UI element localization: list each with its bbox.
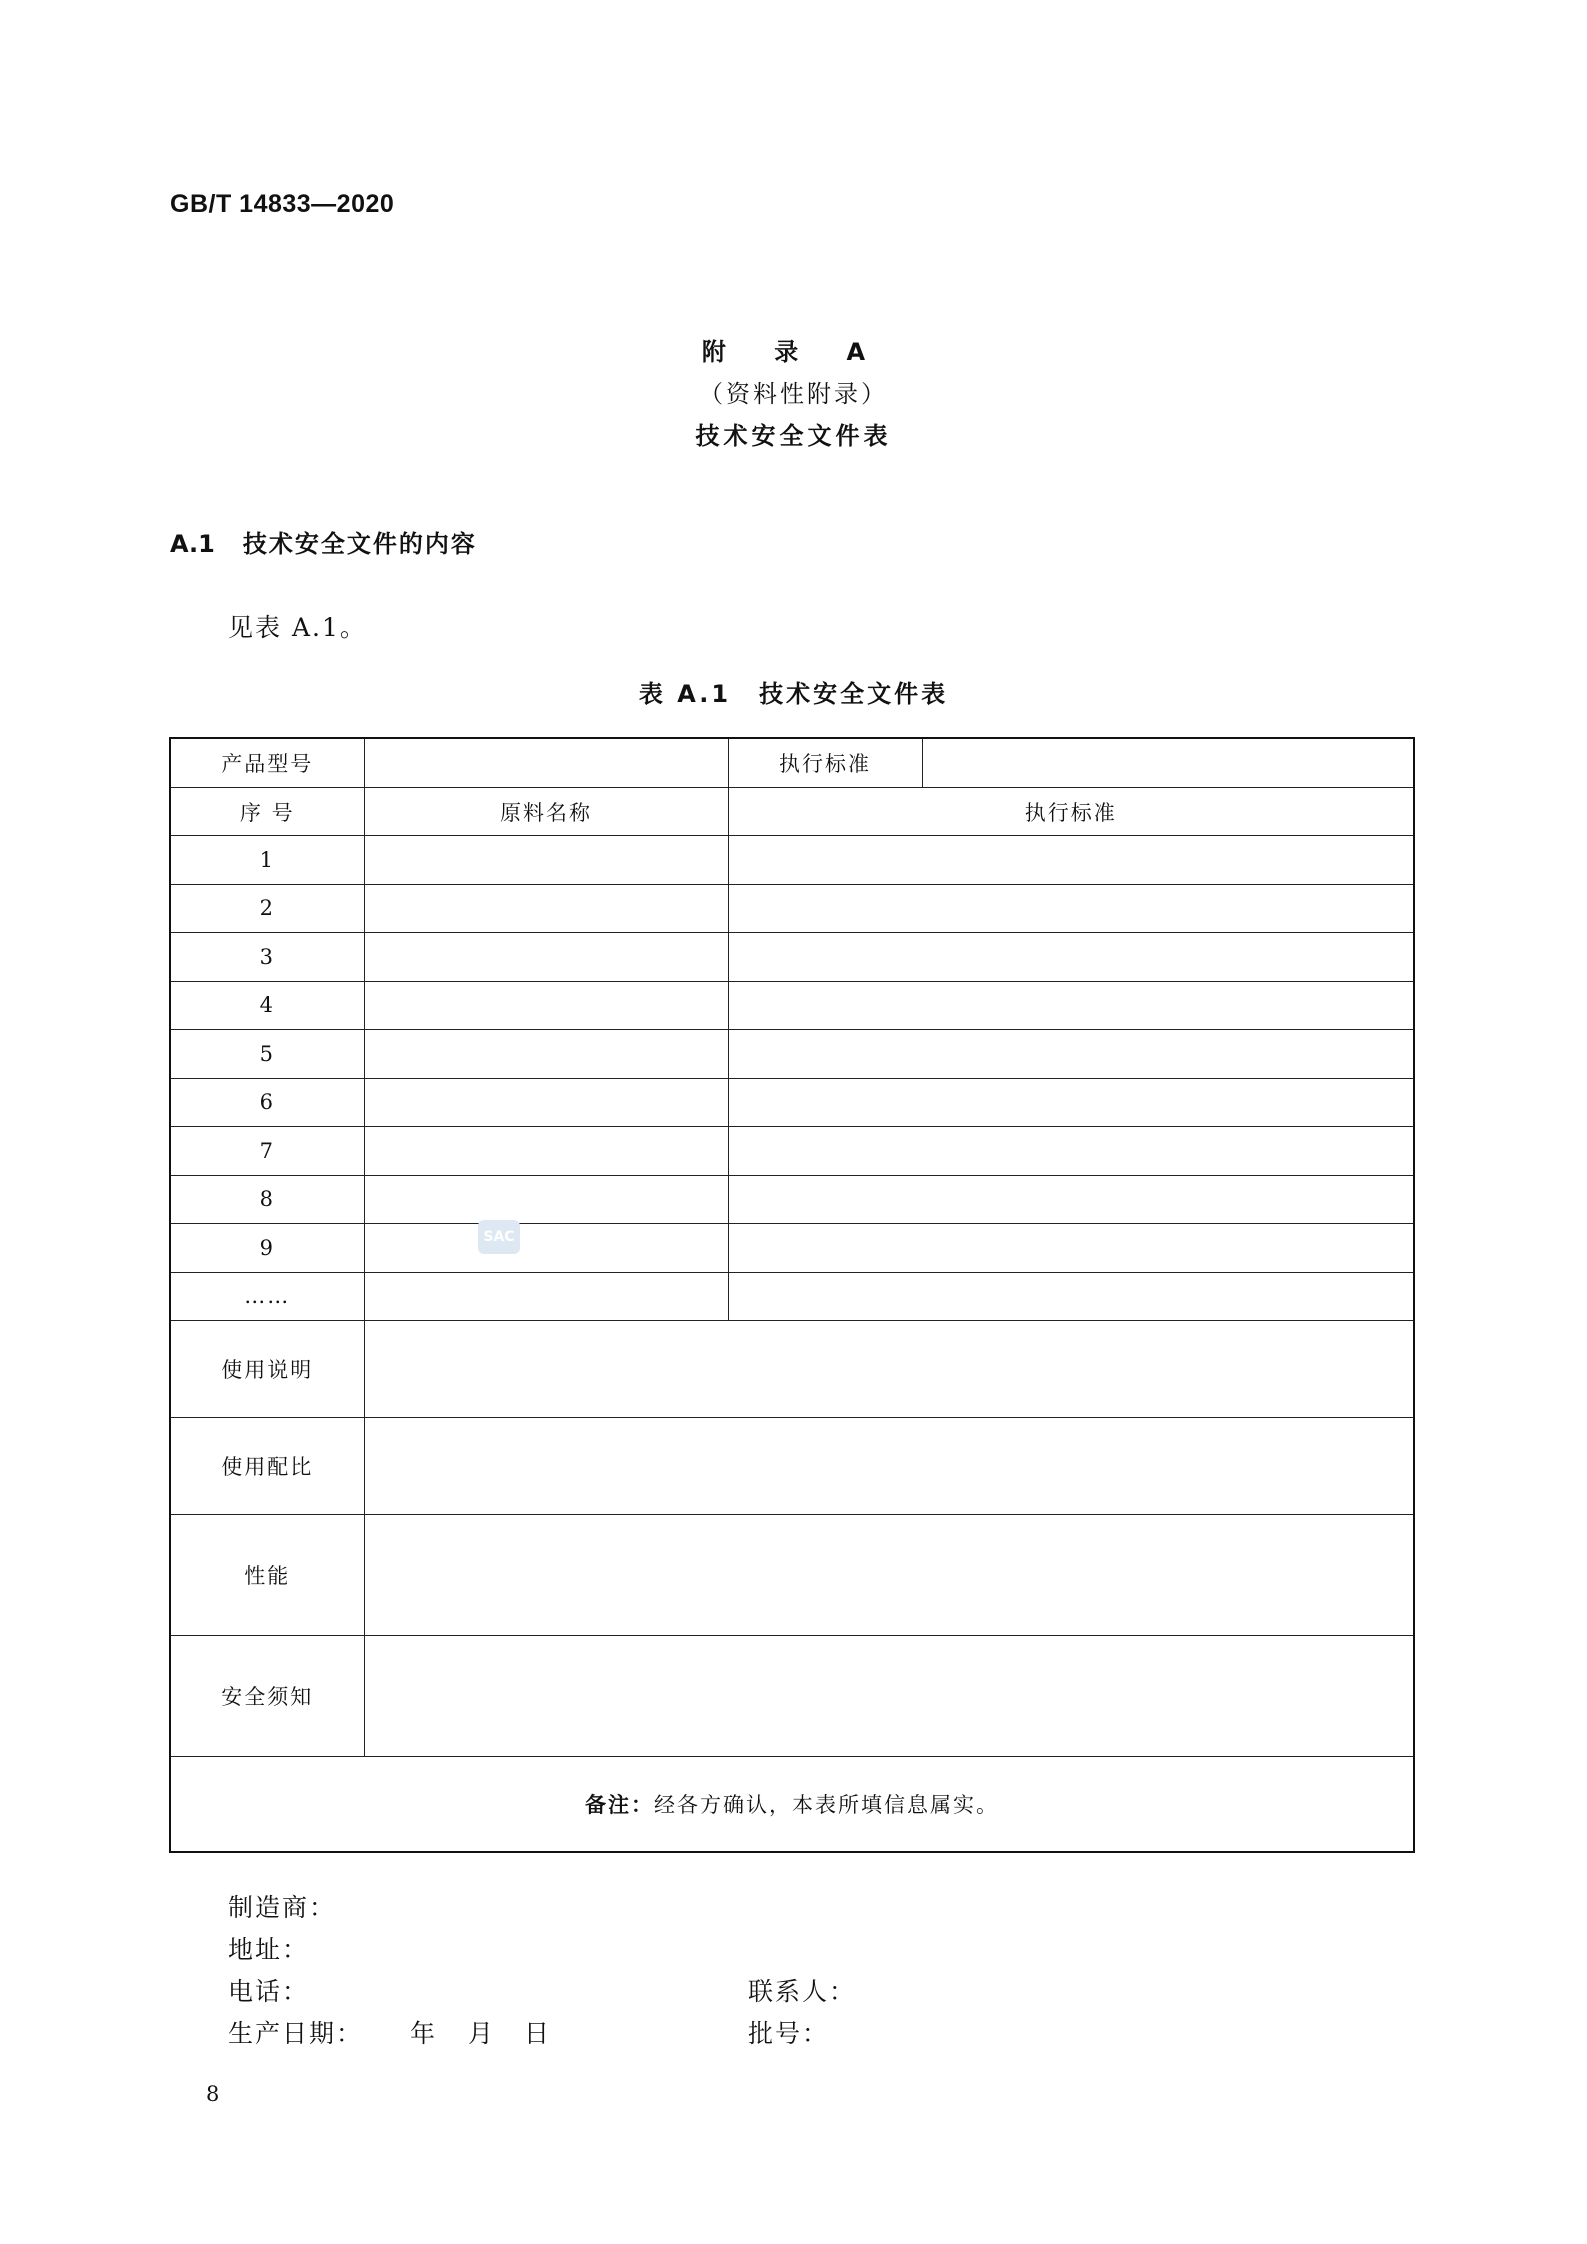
usage-row <box>170 1321 1414 1418</box>
table-row <box>170 981 1414 1030</box>
col-header-index: 序 号 <box>170 788 364 836</box>
table-caption <box>0 674 1587 709</box>
material-name-cell[interactable] <box>364 1127 728 1176</box>
section-title: 技术安全文件的内容 <box>242 530 477 558</box>
material-name-cell[interactable] <box>364 836 728 885</box>
safety-field[interactable] <box>364 1636 1414 1757</box>
section-heading <box>170 524 477 559</box>
usage-field[interactable] <box>364 1321 1414 1418</box>
safety-document-table <box>169 737 1415 1853</box>
product-model-field[interactable] <box>364 738 728 788</box>
material-name-cell[interactable] <box>364 1272 728 1321</box>
remark-label: 备注： <box>585 1793 654 1817</box>
table-row <box>170 836 1414 885</box>
row-index: 1 <box>170 836 364 885</box>
standard-cell[interactable] <box>728 1030 1414 1079</box>
standard-cell[interactable] <box>728 981 1414 1030</box>
row-index: 5 <box>170 1030 364 1079</box>
table-row <box>170 1078 1414 1127</box>
row-index: 6 <box>170 1078 364 1127</box>
standard-cell[interactable] <box>728 933 1414 982</box>
product-model-label: 产品型号 <box>170 738 364 788</box>
col-header-material: 原料名称 <box>364 788 728 836</box>
standard-cell[interactable] <box>728 1175 1414 1224</box>
material-name-cell[interactable] <box>364 933 728 982</box>
column-header-row <box>170 788 1414 836</box>
table-row <box>170 1030 1414 1079</box>
month-label: 月 <box>468 2019 496 2048</box>
table-row <box>170 1224 1414 1273</box>
performance-row <box>170 1515 1414 1636</box>
remark-cell <box>170 1757 1414 1853</box>
standard-cell[interactable] <box>728 1272 1414 1321</box>
annex-subtitle: （资料性附录） <box>699 380 888 408</box>
page-number: 8 <box>206 2082 220 2106</box>
row-index: 7 <box>170 1127 364 1176</box>
standard-code: GB/T 14833—2020 <box>170 190 395 218</box>
usage-label: 使用说明 <box>170 1321 364 1418</box>
remark-row <box>170 1757 1414 1853</box>
day-label: 日 <box>524 2019 552 2048</box>
material-name-cell[interactable] <box>364 884 728 933</box>
row-index: 2 <box>170 884 364 933</box>
table-title: 技术安全文件表 <box>759 680 949 708</box>
table-number: 表 A.1 <box>638 680 732 708</box>
table-row <box>170 933 1414 982</box>
manufacturer-label: 制造商： <box>228 1893 337 1922</box>
safety-row <box>170 1636 1414 1757</box>
performance-label: 性能 <box>170 1515 364 1636</box>
standard-cell[interactable] <box>728 884 1414 933</box>
annex-title: 附 录 A <box>701 338 886 366</box>
standard-cell[interactable] <box>728 1224 1414 1273</box>
material-name-cell[interactable] <box>364 1175 728 1224</box>
material-name-cell[interactable] <box>364 1078 728 1127</box>
year-label: 年 <box>410 2019 438 2048</box>
col-header-standard: 执行标准 <box>728 788 1414 836</box>
row-index: 8 <box>170 1175 364 1224</box>
contact-label: 联系人： <box>748 1977 857 2006</box>
table-row <box>170 1127 1414 1176</box>
section-number: A.1 <box>170 530 215 558</box>
ratio-row <box>170 1418 1414 1515</box>
material-name-cell[interactable] <box>364 1224 728 1273</box>
production-date-label: 生产日期： <box>228 2019 364 2048</box>
remark-text: 经各方确认，本表所填信息属实。 <box>654 1793 999 1817</box>
exec-standard-label: 执行标准 <box>728 738 922 788</box>
row-index: …… <box>170 1272 364 1321</box>
table-row <box>170 884 1414 933</box>
phone-label: 电话： <box>228 1977 310 2006</box>
ratio-label: 使用配比 <box>170 1418 364 1515</box>
row-index: 4 <box>170 981 364 1030</box>
material-name-cell[interactable] <box>364 981 728 1030</box>
row-index: 9 <box>170 1224 364 1273</box>
standard-cell[interactable] <box>728 1078 1414 1127</box>
annex-name: 技术安全文件表 <box>695 422 892 450</box>
table-row <box>170 1175 1414 1224</box>
exec-standard-field[interactable] <box>922 738 1414 788</box>
table-header-row <box>170 738 1414 788</box>
address-label: 地址： <box>228 1935 310 1964</box>
table-row <box>170 1272 1414 1321</box>
standard-cell[interactable] <box>728 1127 1414 1176</box>
performance-field[interactable] <box>364 1515 1414 1636</box>
standard-cell[interactable] <box>728 836 1414 885</box>
safety-label: 安全须知 <box>170 1636 364 1757</box>
sac-watermark-logo: SAC <box>478 1220 520 1254</box>
batch-number-label: 批号： <box>748 2019 830 2048</box>
paragraph: 见表 A.1。 <box>228 613 367 642</box>
ratio-field[interactable] <box>364 1418 1414 1515</box>
material-name-cell[interactable] <box>364 1030 728 1079</box>
row-index: 3 <box>170 933 364 982</box>
